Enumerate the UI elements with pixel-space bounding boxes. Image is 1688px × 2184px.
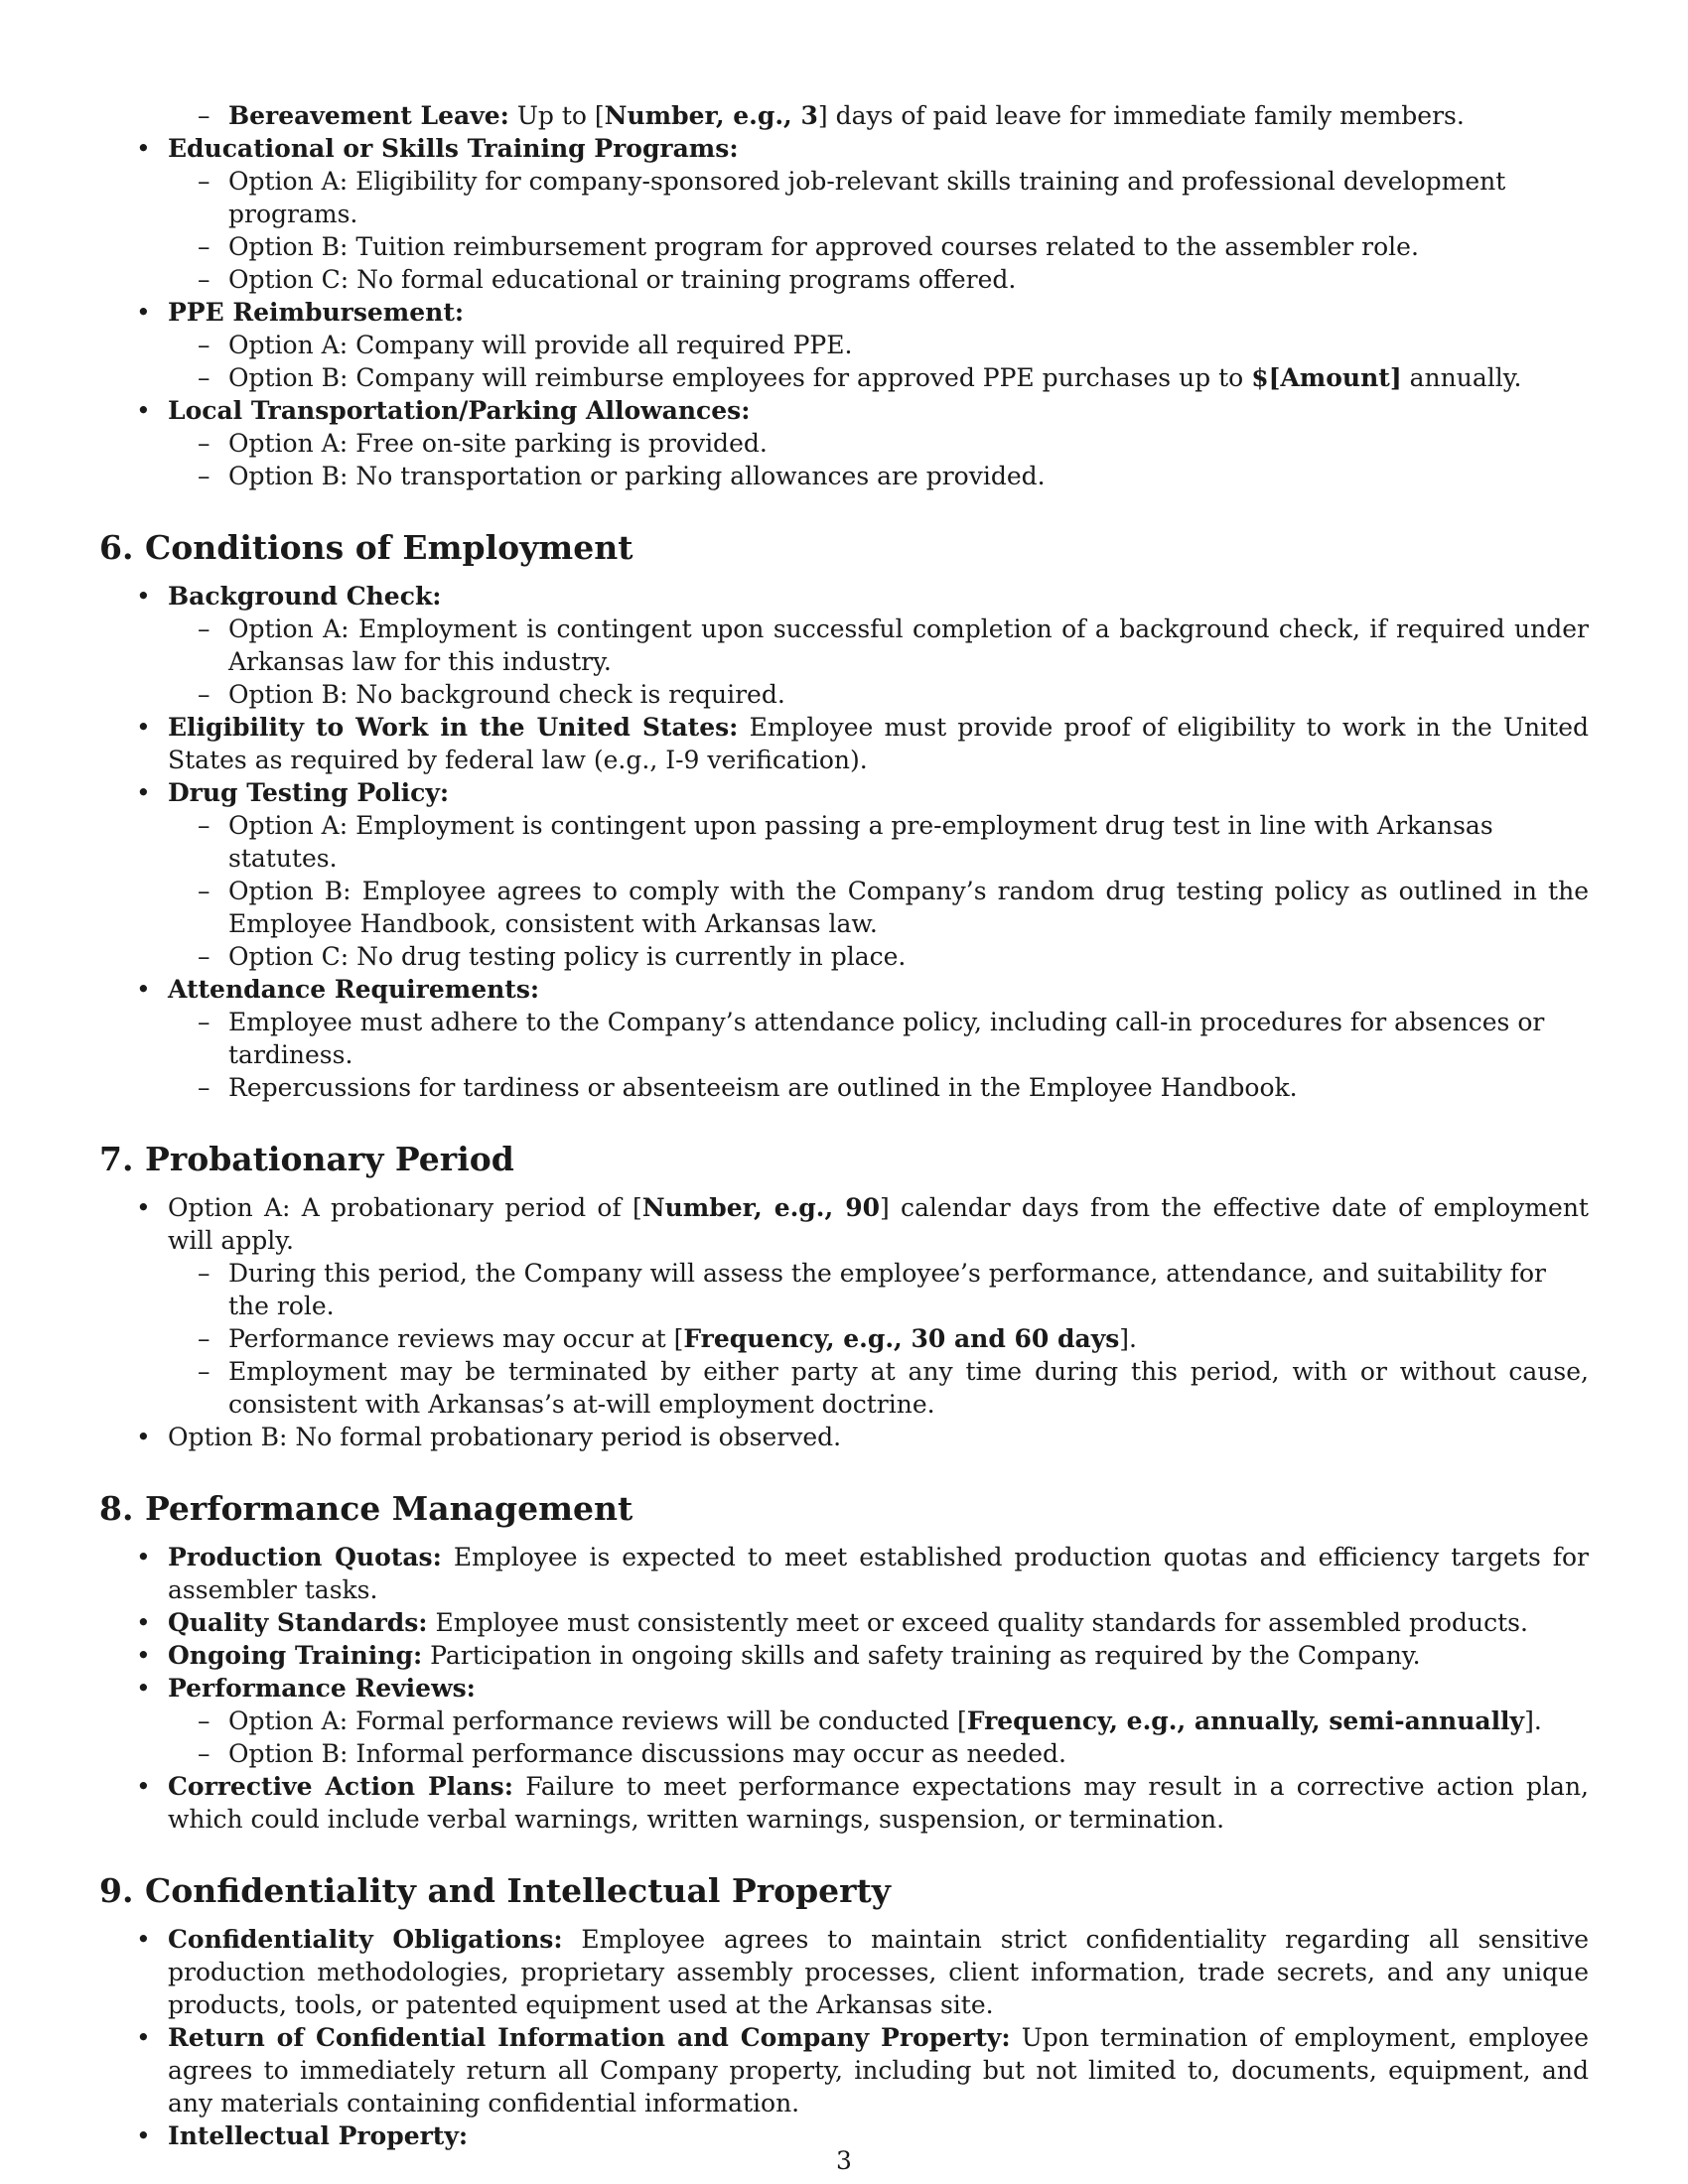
- list-item-ppe: • PPE Reimbursement:: [136, 298, 465, 327]
- section-conditions-of-employment: [99, 528, 1589, 1104]
- list-item-education: • Educational or Skills Training Programs:: [136, 134, 739, 163]
- placeholder: $[Amount]: [1251, 363, 1402, 392]
- benefits-continued-list: [99, 99, 1589, 492]
- transport-label: Local Transportation/Parking Allowances:: [168, 396, 751, 425]
- list-item: – Option C: No formal educational or training programs offered.: [198, 265, 1017, 294]
- list-item: – Employment may be terminated by either party at any time during this period, with or without cause, consistent with Arkansas’s at-will employment doctrine.: [198, 1357, 1589, 1419]
- section-probationary-period: [99, 1140, 1589, 1453]
- page-number: 3: [836, 2146, 852, 2175]
- list-item: – Option A: Company will provide all required PPE.: [198, 331, 853, 359]
- list-item-probation-option-a: • Option A: A probationary period of [Number, e.g., 90] calendar days from the effective date of employment will apply.: [136, 1193, 1589, 1255]
- placeholder: Number, e.g., 3: [604, 101, 818, 130]
- list-item: – Option A: Eligibility for company-sponsored job-relevant skills training and professional development programs.: [198, 167, 1506, 228]
- list-item: – Option A: Free on-site parking is provided.: [198, 429, 768, 458]
- performance-list: [99, 1541, 1589, 1836]
- list-item-ongoing-training: • Ongoing Training: Participation in ongoing skills and safety training as required by the Company.: [136, 1641, 1421, 1670]
- placeholder: Frequency, e.g., 30 and 60 days: [683, 1324, 1120, 1353]
- list-item-return-property: • Return of Confidential Information and Company Property: Upon termination of employment, employee agrees to immediately return all Company property, including but not limited to, documents, equipment, and any materials containing confidential information.: [136, 2023, 1589, 2117]
- list-item-eligibility: • Eligibility to Work in the United States: Employee must provide proof of eligibility to work in the United States as required by federal law (e.g., I-9 verification).: [136, 713, 1589, 774]
- list-item: – Performance reviews may occur at [Frequency, e.g., 30 and 60 days].: [198, 1324, 1137, 1353]
- bereavement-label: Bereavement Leave:: [228, 101, 509, 130]
- list-item-performance-reviews: • Performance Reviews:: [136, 1674, 476, 1703]
- list-item-transport: • Local Transportation/Parking Allowances:: [136, 396, 751, 425]
- section-heading: 6. Conditions of Employment: [99, 528, 633, 567]
- list-item: – Option B: Employee agrees to comply with the Company’s random drug testing policy as outlined in the Employee Handbook, consistent with Arkansas law.: [198, 877, 1589, 938]
- section-heading: 7. Probationary Period: [99, 1140, 514, 1178]
- list-item: – During this period, the Company will assess the employee’s performance, attendance, and suitability for the role.: [198, 1259, 1546, 1320]
- list-item-drug-testing: • Drug Testing Policy:: [136, 778, 450, 807]
- list-item-confidentiality-obligations: • Confidentiality Obligations: Employee agrees to maintain strict confidentiality regarding all sensitive production methodologies, proprietary assembly processes, client information, trade secrets, and any unique products, tools, or patented equipment used at the Arkansas site.: [136, 1925, 1589, 2019]
- list-item-production-quotas: • Production Quotas: Employee is expected to meet established production quotas and efficiency targets for assembler tasks.: [136, 1543, 1589, 1604]
- list-item-probation-option-b: • Option B: No formal probationary period is observed.: [136, 1423, 842, 1451]
- section-confidentiality: [99, 1871, 1589, 2152]
- list-item-background-check: • Background Check:: [136, 582, 442, 611]
- list-item: – Option B: Tuition reimbursement program for approved courses related to the assembler role.: [198, 232, 1419, 261]
- list-item: – Employee must adhere to the Company’s attendance policy, including call-in procedures for absences or tardiness.: [198, 1008, 1545, 1069]
- list-item: – Option A: Employment is contingent upon successful completion of a background check, if required under Arkansas law for this industry.: [198, 614, 1589, 676]
- placeholder: Number, e.g., 90: [641, 1193, 880, 1222]
- conditions-list: [99, 580, 1589, 1104]
- list-item-corrective-action: • Corrective Action Plans: Failure to meet performance expectations may result in a corrective action plan, which could include verbal warnings, written warnings, suspension, or termination.: [136, 1772, 1590, 1834]
- list-item-attendance: • Attendance Requirements:: [136, 975, 540, 1004]
- list-item: – Option B: Informal performance discussions may occur as needed.: [198, 1739, 1066, 1768]
- list-item: – Option A: Formal performance reviews will be conducted [Frequency, e.g., annually, semi-annually].: [198, 1706, 1542, 1735]
- section-heading: 9. Confidentiality and Intellectual Property: [99, 1871, 891, 1910]
- education-label: Educational or Skills Training Programs:: [168, 134, 739, 163]
- section-heading: 8. Performance Management: [99, 1489, 633, 1528]
- section-performance-management: [99, 1489, 1589, 1836]
- list-item-intellectual-property: • Intellectual Property:: [136, 2121, 469, 2150]
- list-item: – Option B: Company will reimburse employees for approved PPE purchases up to $[Amount] annually.: [198, 363, 1522, 392]
- list-item: – Option C: No drug testing policy is currently in place.: [198, 942, 907, 971]
- list-item-bereavement: – Bereavement Leave: Up to [Number, e.g., 3] days of paid leave for immediate family members.: [198, 101, 1465, 130]
- placeholder: Frequency, e.g., annually, semi-annually: [966, 1706, 1525, 1735]
- list-item-quality-standards: • Quality Standards: Employee must consistently meet or exceed quality standards for assembled products.: [136, 1608, 1528, 1637]
- page-content: [99, 99, 1589, 2152]
- list-item: – Option B: No transportation or parking allowances are provided.: [198, 462, 1046, 490]
- list-item: – Option B: No background check is required.: [198, 680, 785, 709]
- confidentiality-list: [99, 1923, 1589, 2152]
- list-item: – Option A: Employment is contingent upon passing a pre-employment drug test in line with Arkansas statutes.: [198, 811, 1493, 873]
- ppe-label: PPE Reimbursement:: [168, 298, 465, 327]
- list-item: – Repercussions for tardiness or absenteeism are outlined in the Employee Handbook.: [198, 1073, 1298, 1102]
- probation-list: [99, 1191, 1589, 1453]
